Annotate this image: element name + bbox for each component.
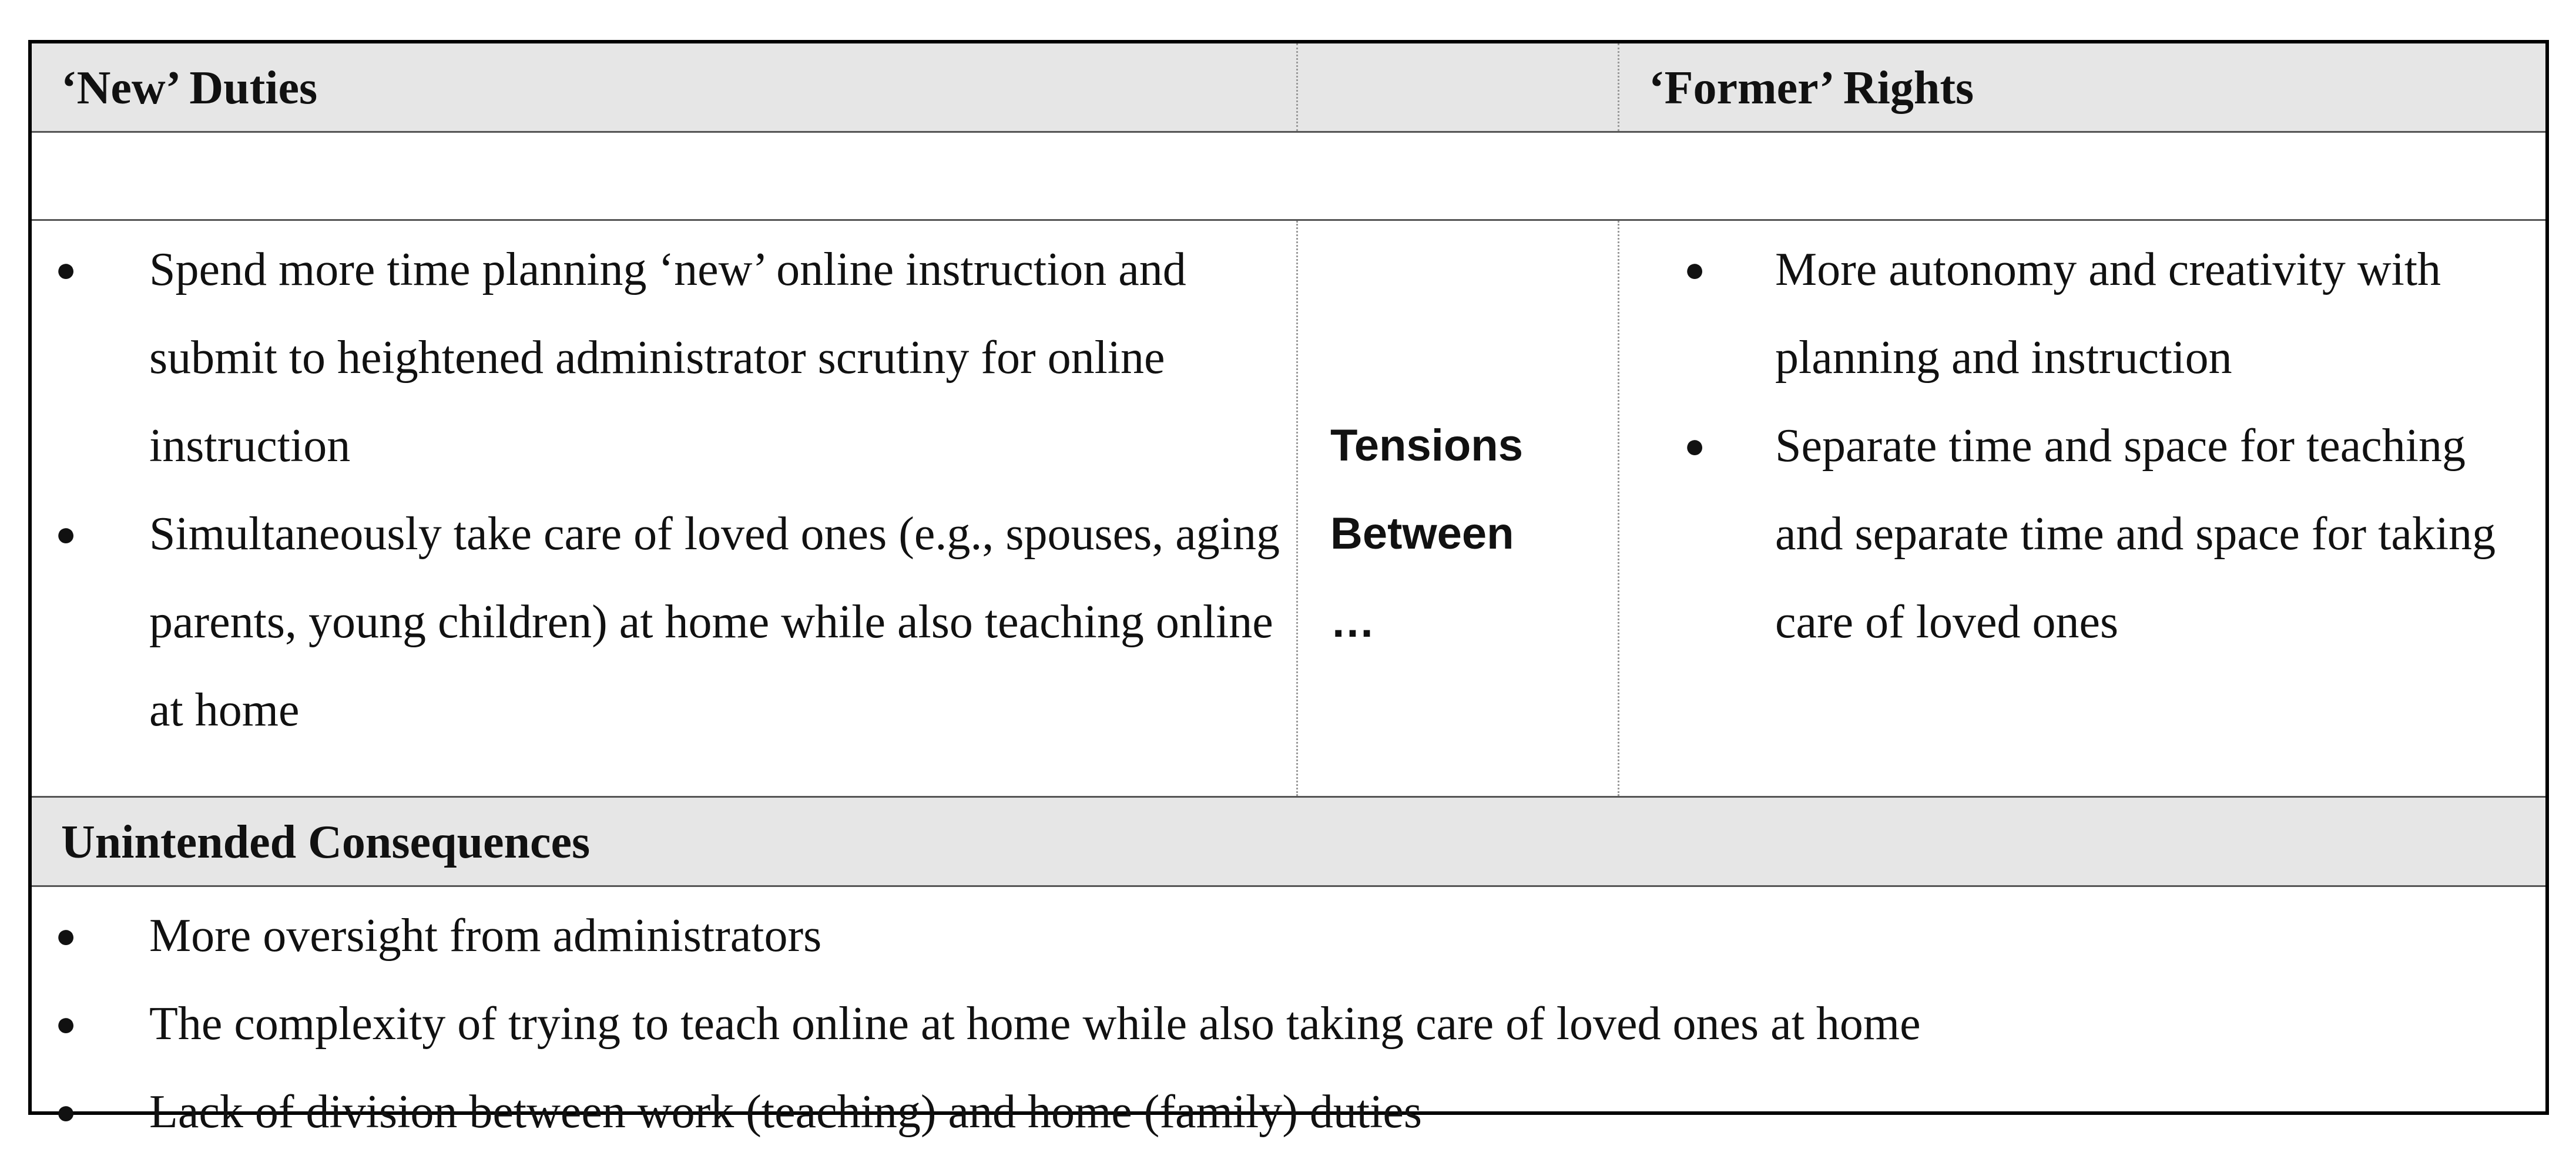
- list-item-text: More autonomy and creativity with planning and instruction: [1775, 244, 2441, 384]
- header-cell-former-rights: [1619, 43, 2545, 131]
- tensions-cell: [1296, 221, 1619, 796]
- list-item: [1619, 226, 2545, 402]
- list-item-text: Simultaneously take care of loved ones (e.g., spouses, aging parents, young children) at home while also teaching online at home: [149, 508, 1280, 736]
- header-cell-new-duties: [32, 43, 1296, 131]
- new-duties-list: [32, 226, 1296, 754]
- tensions-table: [28, 40, 2549, 1138]
- former-rights-heading: ‘Former’ Rights: [1649, 62, 1974, 114]
- bullet-icon: ●: [55, 250, 77, 289]
- list-item: [32, 226, 1296, 490]
- unintended-header-row: [32, 798, 2545, 887]
- unintended-consequences-list: [32, 892, 2545, 1156]
- new-duties-heading: ‘New’ Duties: [61, 62, 318, 114]
- list-item: [32, 490, 1296, 754]
- table-body-row: [32, 221, 2545, 798]
- list-item: [32, 892, 2545, 980]
- former-rights-list: [1619, 226, 2545, 666]
- bullet-icon: ●: [55, 916, 77, 955]
- header-cell-middle: [1296, 43, 1619, 131]
- bullet-icon: ●: [55, 1004, 77, 1043]
- list-item-text: The complexity of trying to teach online at home while also taking care of loved ones at home: [149, 998, 1921, 1050]
- bullet-icon: ●: [1684, 250, 1706, 289]
- bullet-icon: ●: [55, 515, 77, 553]
- list-item-text: More oversight from administrators: [149, 910, 822, 962]
- bullet-icon: ●: [55, 1093, 77, 1131]
- unintended-consequences-heading: Unintended Consequences: [61, 816, 591, 868]
- list-item: [1619, 402, 2545, 666]
- list-item-text: Separate time and space for teaching and separate time and space for taking care of loved ones: [1775, 420, 2496, 648]
- list-item-text: Spend more time planning ‘new’ online instruction and submit to heightened administrator scrutiny for online instruction: [149, 244, 1186, 472]
- list-item-text: Lack of division between work (teaching) and home (family) duties: [149, 1086, 1422, 1138]
- new-duties-cell: [32, 221, 1296, 796]
- blank-row: [32, 133, 2545, 221]
- table-header-row: [32, 43, 2545, 133]
- bullet-icon: ●: [1684, 426, 1706, 465]
- list-item: [32, 980, 2545, 1068]
- list-item: [32, 1068, 2545, 1156]
- tensions-between-label: Tensions Between …: [1330, 421, 1523, 647]
- former-rights-cell: [1619, 221, 2545, 796]
- unintended-body-row: [32, 887, 2545, 1138]
